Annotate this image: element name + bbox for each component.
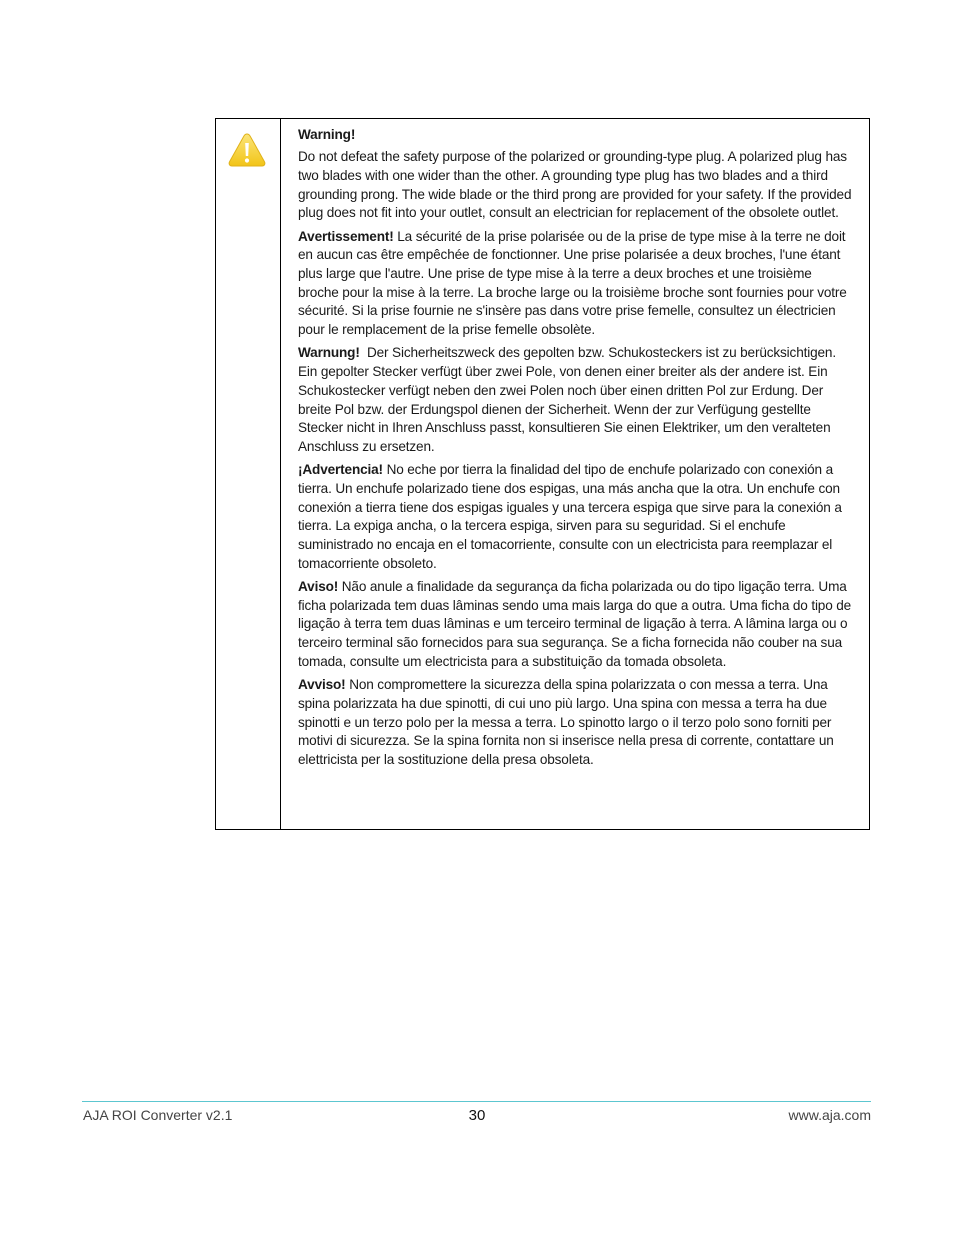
footer-website: www.aja.com [788,1107,871,1123]
warning-heading: Warning! [298,127,356,142]
warning-text-it: Non compromettere la sicurezza della spina polarizzata o con messa a terra. Una spina polarizzata ha due spinotti, di cui uno più largo. Una spina con messa a terra ha due spinotti e un terzo polo per la messa a terra. Lo spinotto largo o il terzo polo sono forniti per motivi di sicurezza. Se la spina fornita non si inserisce nella presa di corrente, contattare un elettricista per la sostituzione della presa obsoleta. [298,677,834,767]
warning-text-pt: Não anule a finalidade da segurança da ficha polarizada ou do tipo ligação terra. Uma ficha polarizada tem duas lâminas sendo uma mais larga do que a outra. Uma ficha do tipo de ligação à terra tem duas lâminas e um terceiro terminal de ligação à terra. A lâmina larga ou o terceiro terminal são fornecidos para sua segurança. Se a ficha fornecida não couber na sua tomada, consulte um electricista para a substituição da tomada obsoleta. [298,579,852,669]
warning-label-es: ¡Advertencia! [298,462,383,478]
warning-label-de: Warnung! [298,345,360,361]
warning-paragraph-es [298,461,855,573]
warning-paragraph-fr [298,228,855,340]
warning-paragraph-en [298,148,855,223]
warning-label-fr: Avertissement! [298,228,394,244]
warning-text-es: No eche por tierra la finalidad del tipo de enchufe polarizado con conexión a tierra. Un enchufe polarizado tiene dos espigas, una más ancha que la otra. Un enchufe con conexión a tierra tiene dos espigas iguales y una tercera espiga que sirve para la conexión a tierra. La expiga ancha, o la tercera espiga, sirven para su seguridad. Si el enchufe suministrado no encaja en el tomacorriente, consulte con un electricista para reemplazar el tomacorriente obsoleto. [298,462,842,571]
warning-paragraph-de [298,344,855,456]
warning-text-cell [281,119,869,829]
warning-text-de: Der Sicherheitszweck des gepolten bzw. Schukosteckers ist zu berücksichtigen. Ein gepolter Stecker verfügt über zwei Pole, von denen einer breiter als der andere ist. Ein Schukostecker verfügt neben den zwei Polen noch über einen dritten Pol zur Erdung. Der breite Pol bzw. der Erdungspol dienen der Sicherheit. Wenn der zur Verfügung gestellte Stecker nicht in Ihren Anschluss passt, konsultieren Sie einen Elektriker, um den veralteten Anschluss zu ersetzen. [298,345,840,454]
warning-icon-cell [216,119,281,829]
warning-triangle-icon [227,132,267,168]
footer-product-name: AJA ROI Converter v2.1 [83,1107,233,1123]
warning-paragraph-pt [298,578,855,672]
warning-paragraph-it [298,676,855,770]
warning-box [215,118,870,830]
warning-label-it: Avviso! [298,677,346,693]
warning-text-fr: La sécurité de la prise polarisée ou de la prise de type mise à la terre ne doit en aucun cas être empêchée de fonctionner. Une prise polarisée a deux broches, l'une étant plus large que l'autre. Une prise de type mise à la terre a deux broches et une troisième broche pour la mise à la terre. La broche large ou la troisième broche sont fournies pour votre sécurité. Si la prise fournie ne s'insère pas dans votre prise femelle, consultez un électricien pour le remplacement de la prise femelle obsolète. [298,228,847,338]
warning-text-en: Do not defeat the safety purpose of the polarized or grounding-type plug. A polarized plug has two blades with one wider than the other. A grounding type plug has two blades and a third grounding prong. The wide blade or the third prong are provided for your safety. If the provided plug does not fit into your outlet, consult an electrician for replacement of the obsolete outlet. [298,149,852,221]
footer-page-number: 30 [468,1107,486,1124]
warning-label-pt: Aviso! [298,579,339,595]
footer-rule [82,1101,871,1102]
